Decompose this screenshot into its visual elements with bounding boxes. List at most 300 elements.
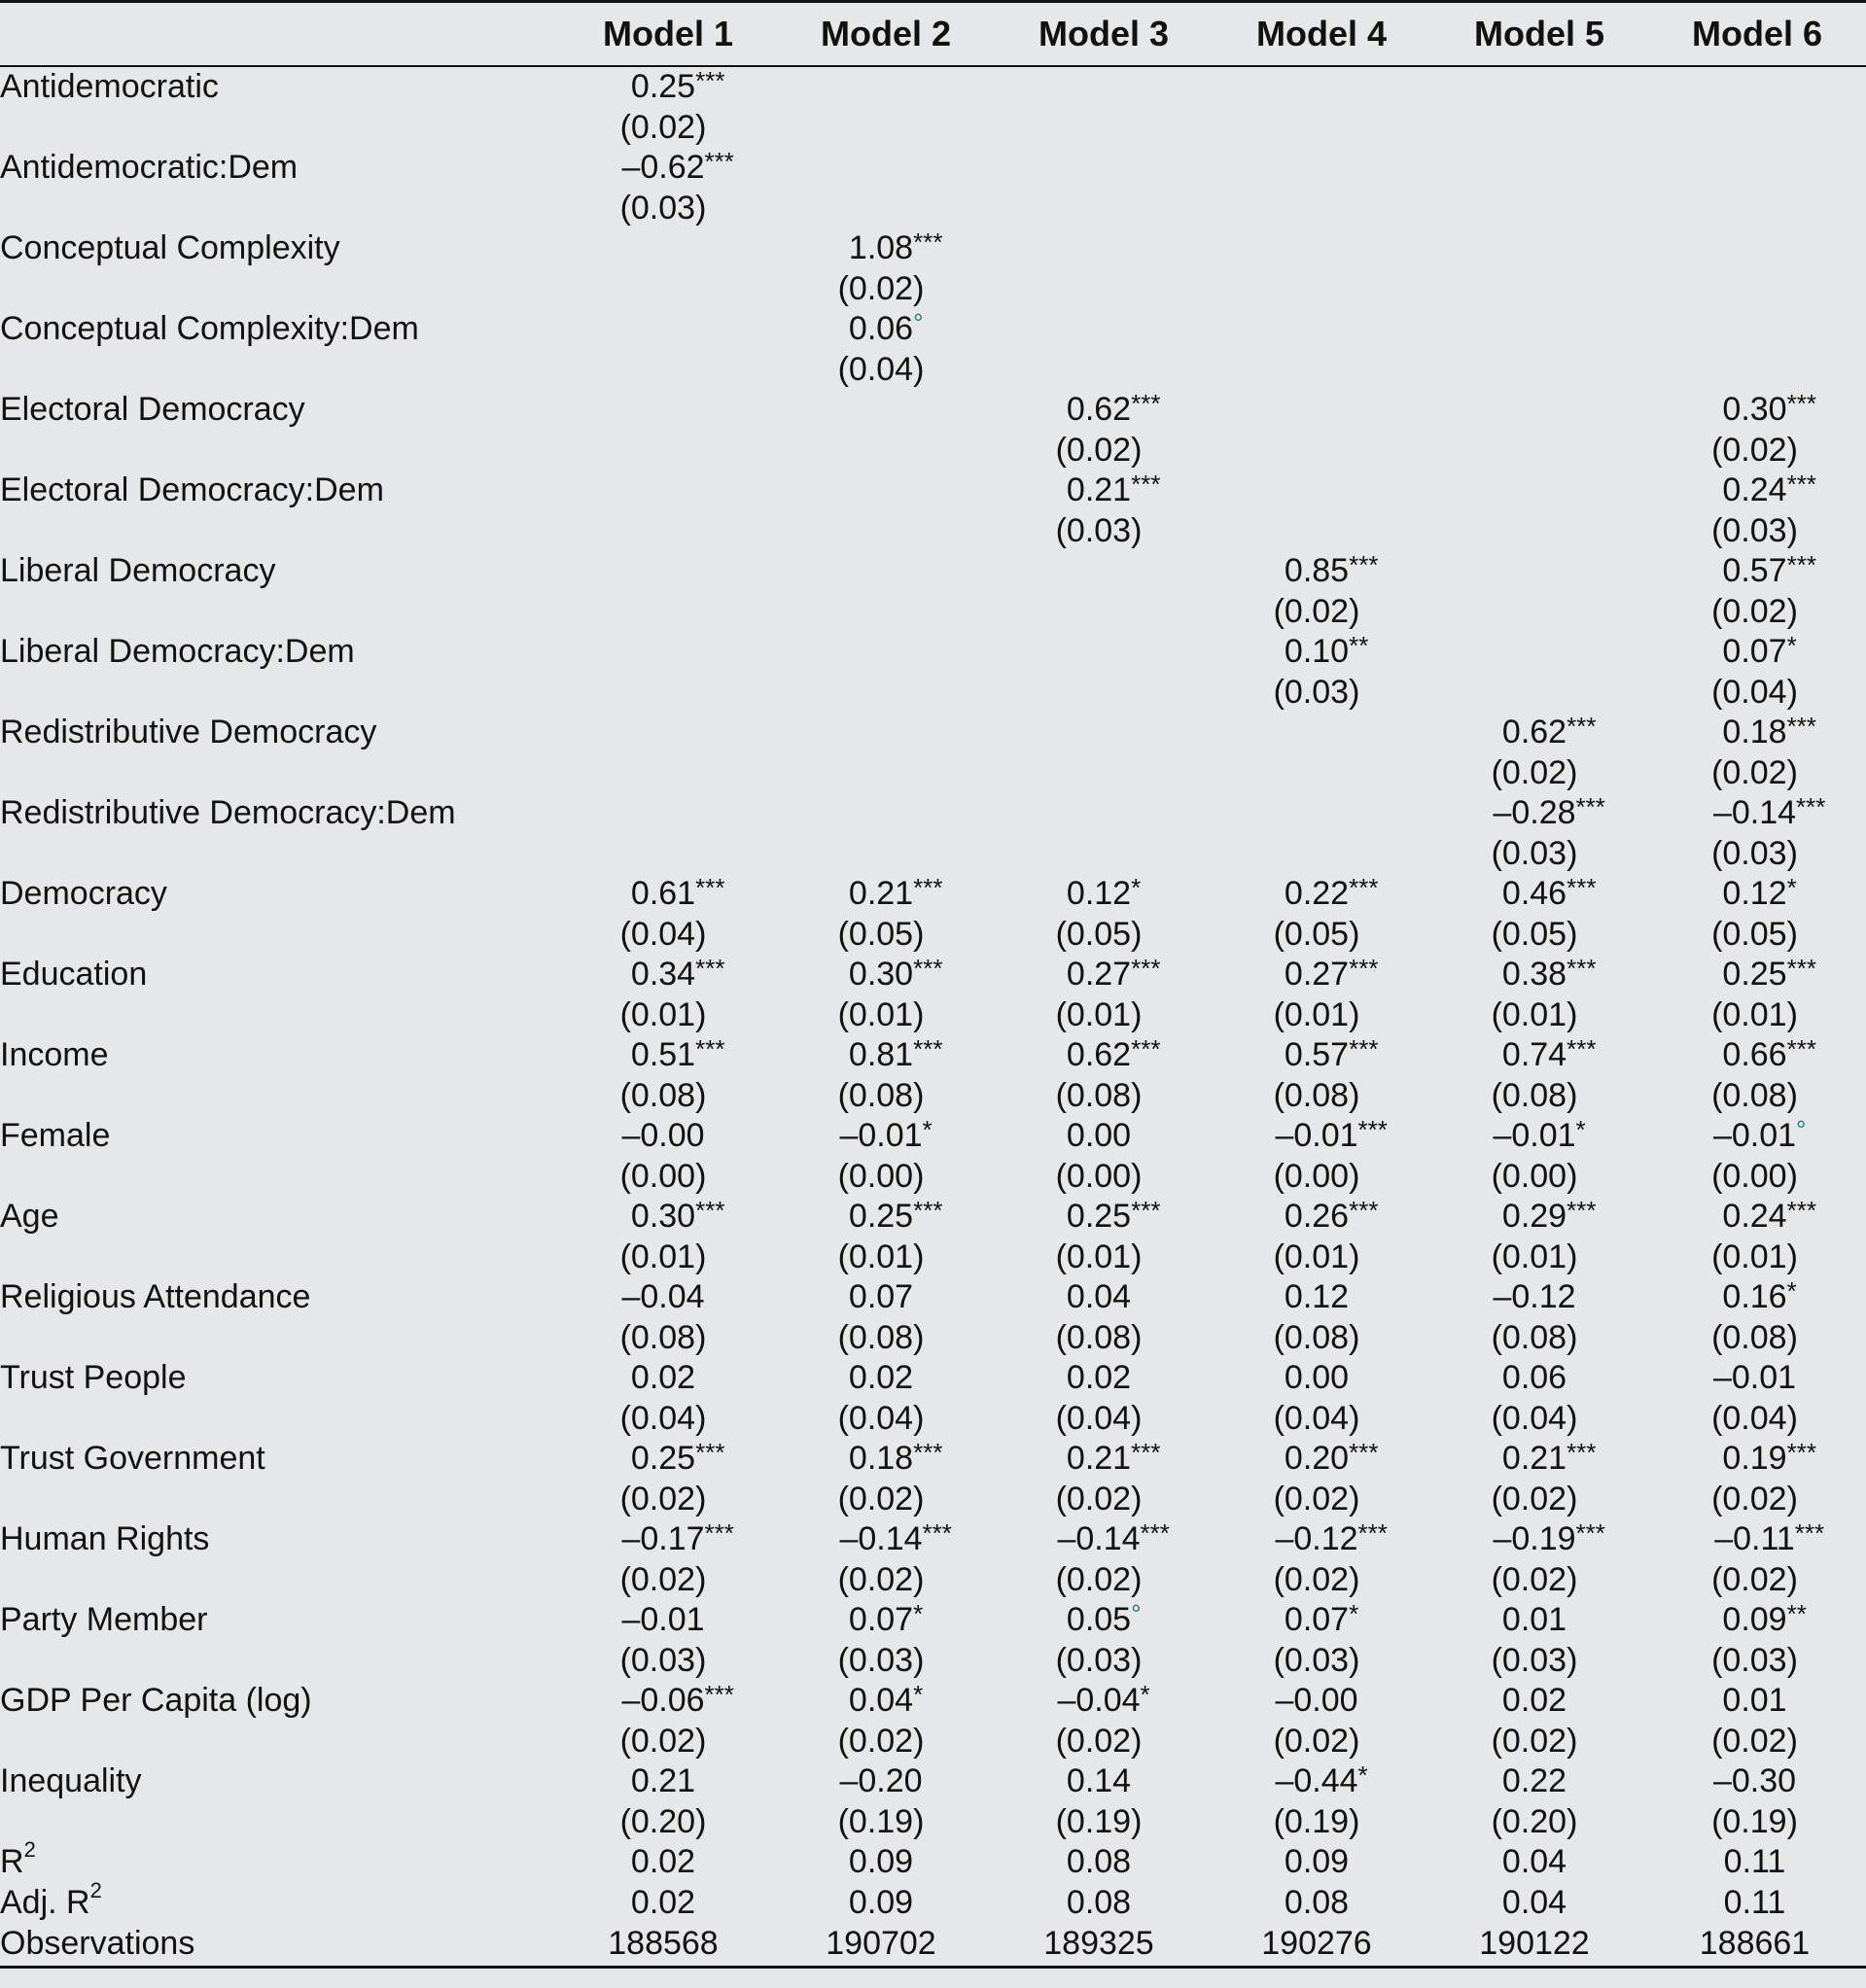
coefficient-value: [1067, 1358, 1131, 1399]
coefficient-cell: [554, 1681, 772, 1722]
coefficient-cell: [772, 1761, 990, 1802]
coefficient-cell: [1643, 713, 1866, 753]
coefficient-cell: [1643, 1197, 1866, 1238]
coefficient-cell: [554, 955, 772, 995]
coefficient-cell: [772, 66, 990, 108]
significance-marker: *: [913, 1680, 924, 1709]
statistic-label-text: R: [0, 1843, 24, 1880]
coefficient-value: [848, 1196, 943, 1238]
coefficient-number: 0.22: [1284, 875, 1350, 912]
standard-error-cell: (0.08): [1055, 1076, 1143, 1114]
standard-error-cell: (0.01): [1273, 995, 1360, 1033]
significance-marker: ***: [1131, 954, 1161, 983]
coefficient-value: [1067, 1277, 1131, 1318]
coefficient-cell: [1208, 1197, 1426, 1238]
standard-error-cell: (0.02): [619, 1722, 707, 1760]
coefficient-value: [630, 66, 725, 108]
table-row-standard-error: [0, 269, 1866, 310]
coefficient-cell: [990, 1358, 1208, 1399]
coefficient-value: [848, 227, 943, 269]
standard-error-cell: [990, 592, 1208, 633]
standard-error-cell: (0.00): [1055, 1157, 1143, 1195]
row-label: Education: [0, 956, 148, 993]
table-row-estimate: [0, 228, 1866, 269]
coefficient-value: [1284, 550, 1379, 592]
table-row-statistic: [0, 1883, 1866, 1924]
coefficient-number: –0.04: [621, 1278, 705, 1315]
statistic-value: 190276: [1208, 1923, 1426, 1968]
statistic-label: [0, 1877, 554, 1924]
row-label: Electoral Democracy:Dem: [0, 471, 384, 508]
coefficient-cell: [554, 1519, 772, 1560]
significance-marker: ***: [704, 147, 734, 176]
row-label: Redistributive Democracy:Dem: [0, 794, 456, 831]
standard-error-cell: [1208, 834, 1426, 875]
row-label: Electoral Democracy: [0, 391, 305, 428]
standard-error-cell: (0.04): [837, 350, 925, 388]
standard-error-cell: [1208, 269, 1426, 310]
coefficient-value: [1066, 954, 1161, 995]
coefficient-number: 0.12: [1284, 1278, 1350, 1315]
standard-error-cell: (0.02): [1711, 1480, 1798, 1517]
coefficient-number: 0.25: [630, 1440, 696, 1477]
coefficient-number: 0.25: [848, 1198, 914, 1235]
coefficient-number: –0.01: [1493, 1117, 1576, 1154]
coefficient-value: [1722, 389, 1816, 431]
table-row-estimate: [0, 1600, 1866, 1641]
coefficient-cell: [554, 1035, 772, 1076]
standard-error-cell: (0.02): [837, 269, 925, 307]
statistic-value: 0.04: [1501, 1883, 1567, 1921]
standard-error-cell: (0.02): [1711, 753, 1798, 791]
coefficient-cell: [1643, 66, 1866, 108]
coefficient-number: 0.27: [1284, 956, 1350, 993]
standard-error-cell: (0.02): [619, 1480, 707, 1517]
row-label: Religious Attendance: [0, 1278, 311, 1315]
coefficient-value: [848, 1680, 924, 1722]
statistic-value: 0.08: [1066, 1883, 1132, 1921]
coefficient-cell: [1643, 1358, 1866, 1399]
row-label: Redistributive Democracy: [0, 714, 377, 750]
coefficient-value: [1712, 1115, 1807, 1157]
coefficient-cell: [1208, 390, 1426, 431]
standard-error-cell: (0.08): [1273, 1318, 1360, 1356]
significance-marker: ***: [1131, 1034, 1161, 1064]
coefficient-cell: [772, 1035, 990, 1076]
coefficient-cell: [1208, 1035, 1426, 1076]
coefficient-number: 0.14: [1066, 1762, 1132, 1799]
coefficient-cell: [1426, 1116, 1643, 1157]
standard-error-cell: (0.02): [1055, 1480, 1143, 1517]
coefficient-value: [1722, 1276, 1797, 1318]
table-row-estimate: [0, 471, 1866, 511]
significance-marker: ***: [1786, 954, 1816, 983]
standard-error-cell: (0.04): [837, 1399, 925, 1437]
standard-error-cell: [1208, 431, 1426, 471]
standard-error-cell: [554, 269, 772, 310]
coefficient-cell: [554, 793, 772, 834]
standard-error-cell: [772, 592, 990, 633]
coefficient-number: 0.34: [630, 956, 696, 993]
standard-error-cell: (0.02): [1491, 753, 1578, 791]
coefficient-cell: [1426, 1681, 1643, 1722]
table-row-standard-error: [0, 1802, 1866, 1843]
significance-marker: ***: [913, 1438, 943, 1467]
coefficient-cell: [1208, 793, 1426, 834]
row-label-spacer: [0, 108, 554, 149]
header-model-3: Model 3: [990, 2, 1208, 67]
significance-marker: ***: [1796, 792, 1826, 821]
coefficient-number: 0.30: [848, 956, 914, 993]
table-row-statistic: [0, 1842, 1866, 1883]
coefficient-value: [1284, 1196, 1379, 1238]
coefficient-value: [1713, 1358, 1796, 1399]
header-model-5: Model 5: [1426, 2, 1643, 67]
coefficient-number: 0.57: [1284, 1036, 1350, 1073]
coefficient-cell: [772, 955, 990, 995]
table-header: [0, 2, 1866, 67]
significance-marker: ***: [1567, 1196, 1597, 1225]
standard-error-cell: (0.03): [1711, 1641, 1798, 1679]
coefficient-value: [1722, 1599, 1807, 1641]
table-row-estimate: [0, 713, 1866, 753]
coefficient-cell: [1208, 1681, 1426, 1722]
significance-marker: ***: [1131, 389, 1161, 418]
coefficient-number: 1.08: [848, 229, 914, 266]
row-label: Trust Government: [0, 1440, 265, 1477]
table-row-standard-error: [0, 592, 1866, 633]
standard-error-cell: [554, 834, 772, 875]
standard-error-cell: [1426, 673, 1643, 714]
standard-error-cell: [772, 834, 990, 875]
significance-marker: ***: [1567, 1438, 1597, 1467]
coefficient-value: [1722, 954, 1816, 995]
coefficient-number: –0.01: [1712, 1359, 1797, 1396]
standard-error-cell: [1426, 269, 1643, 310]
standard-error-cell: (0.03): [1491, 1641, 1578, 1679]
header-model-1: Model 1: [554, 2, 772, 67]
standard-error-cell: [1643, 108, 1866, 149]
table-row-standard-error: [0, 1318, 1866, 1359]
coefficient-number: 0.12: [1722, 875, 1787, 912]
standard-error-cell: (0.00): [619, 1157, 707, 1195]
significance-marker: ***: [1349, 550, 1379, 579]
standard-error-cell: [772, 431, 990, 471]
coefficient-number: 0.57: [1722, 552, 1787, 589]
coefficient-number: 0.30: [1722, 391, 1787, 428]
significance-marker: ***: [1349, 873, 1379, 902]
standard-error-cell: (0.01): [1273, 1238, 1360, 1275]
coefficient-value: [1493, 792, 1605, 834]
coefficient-number: –0.01: [1275, 1117, 1358, 1154]
coefficient-cell: [1426, 793, 1643, 834]
standard-error-cell: (0.20): [619, 1802, 707, 1840]
standard-error-cell: (0.08): [1273, 1076, 1360, 1114]
row-label-spacer: [0, 1399, 554, 1440]
standard-error-cell: (0.01): [837, 1238, 925, 1275]
coefficient-number: –0.01: [839, 1117, 923, 1154]
significance-marker: ***: [913, 227, 943, 257]
coefficient-cell: [990, 1519, 1208, 1560]
standard-error-cell: (0.01): [1491, 1238, 1578, 1275]
coefficient-value: [848, 1438, 943, 1480]
standard-error-cell: (0.03): [837, 1641, 925, 1679]
coefficient-value: [1493, 1115, 1586, 1157]
coefficient-number: 0.07: [1722, 633, 1787, 670]
coefficient-value: [1501, 1438, 1597, 1480]
coefficient-cell: [1208, 1600, 1426, 1641]
coefficient-cell: [1426, 874, 1643, 915]
row-label-spacer: [0, 1238, 554, 1278]
table-row-estimate: [0, 1681, 1866, 1722]
statistic-value: 0.09: [1284, 1843, 1350, 1880]
row-label: Trust People: [0, 1359, 187, 1396]
significance-marker: ***: [1349, 1034, 1379, 1064]
coefficient-number: 0.21: [1501, 1440, 1567, 1477]
standard-error-cell: [772, 108, 990, 149]
table-row-estimate: [0, 793, 1866, 834]
coefficient-cell: [1643, 148, 1866, 189]
significance-marker: ***: [913, 1034, 943, 1064]
standard-error-cell: [1426, 350, 1643, 391]
standard-error-cell: (0.05): [1273, 915, 1360, 953]
coefficient-number: 0.18: [1722, 714, 1787, 750]
coefficient-value: [1501, 712, 1597, 753]
standard-error-cell: (0.02): [1491, 1560, 1578, 1598]
standard-error-cell: (0.02): [619, 108, 707, 146]
coefficient-cell: [1426, 228, 1643, 269]
coefficient-number: –0.11: [1714, 1520, 1795, 1557]
standard-error-cell: (0.02): [1055, 431, 1143, 469]
coefficient-number: 0.62: [1066, 1036, 1132, 1073]
significance-marker: ***: [1567, 712, 1597, 741]
coefficient-cell: [554, 66, 772, 108]
row-label-spacer: [0, 511, 554, 552]
coefficient-value: [1284, 631, 1369, 673]
standard-error-cell: [1643, 350, 1866, 391]
table-row-standard-error: [0, 1076, 1866, 1117]
statistic-value: 0.08: [1066, 1843, 1132, 1880]
coefficient-cell: [1426, 471, 1643, 511]
coefficient-value: [848, 308, 924, 350]
coefficient-number: 0.81: [848, 1036, 914, 1073]
coefficient-cell: [1208, 1761, 1426, 1802]
standard-error-cell: (0.03): [1273, 673, 1360, 711]
coefficient-cell: [1426, 632, 1643, 673]
coefficient-cell: [1426, 1035, 1643, 1076]
coefficient-cell: [554, 713, 772, 753]
coefficient-number: 0.00: [1066, 1117, 1132, 1154]
row-label: Party Member: [0, 1601, 208, 1638]
row-label-spacer: [0, 915, 554, 956]
coefficient-cell: [1208, 955, 1426, 995]
standard-error-cell: (0.04): [1711, 1399, 1798, 1437]
coefficient-cell: [990, 632, 1208, 673]
coefficient-value: [1284, 954, 1379, 995]
significance-marker: ***: [913, 873, 943, 902]
coefficient-number: 0.20: [1284, 1440, 1350, 1477]
row-label-spacer: [0, 834, 554, 875]
significance-marker: *: [1349, 1599, 1359, 1628]
coefficient-value: [621, 147, 734, 189]
coefficient-cell: [1643, 1519, 1866, 1560]
coefficient-cell: [1208, 551, 1426, 592]
coefficient-number: 0.21: [848, 875, 914, 912]
coefficient-value: [630, 954, 725, 995]
standard-error-cell: (0.04): [1055, 1399, 1143, 1437]
coefficient-number: 0.00: [1284, 1359, 1350, 1396]
statistic-label: [0, 1923, 554, 1968]
significance-marker: ***: [1131, 1438, 1161, 1467]
table-row-standard-error: [0, 431, 1866, 471]
coefficient-cell: [1643, 551, 1866, 592]
coefficient-cell: [1208, 874, 1426, 915]
coefficient-value: [621, 1518, 734, 1560]
row-label-spacer: [0, 1560, 554, 1601]
coefficient-cell: [1426, 66, 1643, 108]
significance-marker: ***: [913, 954, 943, 983]
standard-error-cell: [772, 673, 990, 714]
coefficient-number: 0.24: [1722, 471, 1787, 508]
coefficient-value: [1066, 1196, 1161, 1238]
significance-marker: ***: [1349, 1196, 1379, 1225]
significance-marker: *: [1786, 631, 1797, 660]
coefficient-number: 0.12: [1066, 875, 1132, 912]
coefficient-number: –0.14: [1712, 794, 1797, 831]
significance-marker: ***: [695, 1438, 725, 1467]
coefficient-cell: [990, 1035, 1208, 1076]
coefficient-number: 0.46: [1501, 875, 1567, 912]
significance-marker: ***: [1786, 389, 1816, 418]
coefficient-value: [1722, 1681, 1786, 1722]
standard-error-cell: (0.01): [619, 995, 707, 1033]
coefficient-cell: [772, 713, 990, 753]
significance-marker: ***: [704, 1518, 734, 1548]
coefficient-value: [1722, 550, 1816, 592]
coefficient-value: [1067, 1761, 1131, 1802]
standard-error-cell: (0.02): [1711, 1722, 1798, 1760]
coefficient-number: 0.25: [1722, 956, 1787, 993]
statistic-value: 0.11: [1723, 1843, 1786, 1880]
coefficient-value: [1722, 1196, 1816, 1238]
standard-error-cell: [990, 673, 1208, 714]
standard-error-cell: (0.02): [1055, 1722, 1143, 1760]
coefficient-cell: [990, 1761, 1208, 1802]
coefficient-number: 0.66: [1722, 1036, 1787, 1073]
table-row-estimate: [0, 148, 1866, 189]
coefficient-number: –0.04: [1057, 1682, 1141, 1719]
header-model-6: Model 6: [1643, 2, 1866, 67]
coefficient-cell: [1643, 1600, 1866, 1641]
coefficient-value: [621, 1277, 704, 1318]
coefficient-value: [848, 954, 943, 995]
coefficient-value: [1284, 1438, 1379, 1480]
row-label-spacer: [0, 431, 554, 471]
coefficient-value: [839, 1761, 922, 1802]
standard-error-cell: [554, 431, 772, 471]
coefficient-value: [1722, 873, 1797, 915]
header-label-cell: [0, 2, 554, 67]
coefficient-cell: [554, 632, 772, 673]
standard-error-cell: (0.02): [1273, 1560, 1360, 1598]
significance-marker: *: [922, 1115, 933, 1144]
table-row-estimate: [0, 1439, 1866, 1480]
statistic-value: 0.02: [630, 1843, 696, 1880]
coefficient-value: [621, 1680, 734, 1722]
significance-marker: *: [1140, 1680, 1150, 1709]
superscript: 2: [23, 1837, 36, 1862]
table-row-standard-error: [0, 1560, 1866, 1601]
coefficient-number: –0.12: [1275, 1520, 1358, 1557]
standard-error-cell: (0.08): [1711, 1318, 1798, 1356]
coefficient-cell: [1643, 874, 1866, 915]
coefficient-cell: [772, 390, 990, 431]
standard-error-cell: (0.02): [1491, 1722, 1578, 1760]
standard-error-cell: [990, 350, 1208, 391]
significance-marker: ***: [1786, 1034, 1816, 1064]
coefficient-value: [1493, 1518, 1605, 1560]
coefficient-cell: [990, 1600, 1208, 1641]
coefficient-cell: [1208, 1439, 1426, 1480]
coefficient-cell: [772, 632, 990, 673]
coefficient-number: 0.27: [1066, 956, 1132, 993]
coefficient-number: 0.02: [1066, 1359, 1132, 1396]
coefficient-cell: [772, 471, 990, 511]
standard-error-cell: (0.03): [1273, 1641, 1360, 1679]
table-row-estimate: [0, 874, 1866, 915]
coefficient-cell: [990, 148, 1208, 189]
coefficient-cell: [990, 228, 1208, 269]
coefficient-value: [1493, 1277, 1575, 1318]
coefficient-value: [630, 1196, 725, 1238]
standard-error-cell: (0.02): [1273, 1722, 1360, 1760]
row-label-spacer: [0, 1641, 554, 1682]
coefficient-number: –0.17: [621, 1520, 705, 1557]
table-row-estimate: [0, 1761, 1866, 1802]
coefficient-value: [1066, 389, 1161, 431]
standard-error-cell: (0.02): [837, 1560, 925, 1598]
coefficient-number: 0.02: [848, 1359, 914, 1396]
coefficient-value: [1275, 1115, 1388, 1157]
table-row-estimate: [0, 66, 1866, 108]
significance-marker: ***: [704, 1680, 734, 1709]
coefficient-number: 0.05: [1066, 1601, 1132, 1638]
coefficient-value: [1722, 470, 1816, 511]
coefficient-cell: [1643, 309, 1866, 350]
significance-marker: ***: [1131, 470, 1161, 499]
coefficient-cell: [1426, 1761, 1643, 1802]
standard-error-cell: (0.08): [1055, 1318, 1143, 1356]
table-row-estimate: [0, 309, 1866, 350]
standard-error-cell: (0.02): [619, 1560, 707, 1598]
coefficient-cell: [1643, 228, 1866, 269]
significance-marker: ***: [695, 954, 725, 983]
row-label: Female: [0, 1117, 111, 1154]
standard-error-cell: (0.01): [1711, 1238, 1798, 1275]
standard-error-cell: [1426, 189, 1643, 229]
standard-error-cell: (0.20): [1491, 1802, 1578, 1840]
table-row-estimate: [0, 1519, 1866, 1560]
coefficient-value: [1722, 1034, 1816, 1076]
standard-error-cell: [1426, 108, 1643, 149]
coefficient-cell: [554, 309, 772, 350]
coefficient-value: [1057, 1518, 1170, 1560]
significance-marker: ***: [1786, 712, 1816, 741]
significance-marker: ***: [1357, 1518, 1388, 1548]
row-label: Liberal Democracy:Dem: [0, 633, 355, 670]
coefficient-value: [1502, 1761, 1567, 1802]
standard-error-cell: (0.02): [1711, 592, 1798, 630]
